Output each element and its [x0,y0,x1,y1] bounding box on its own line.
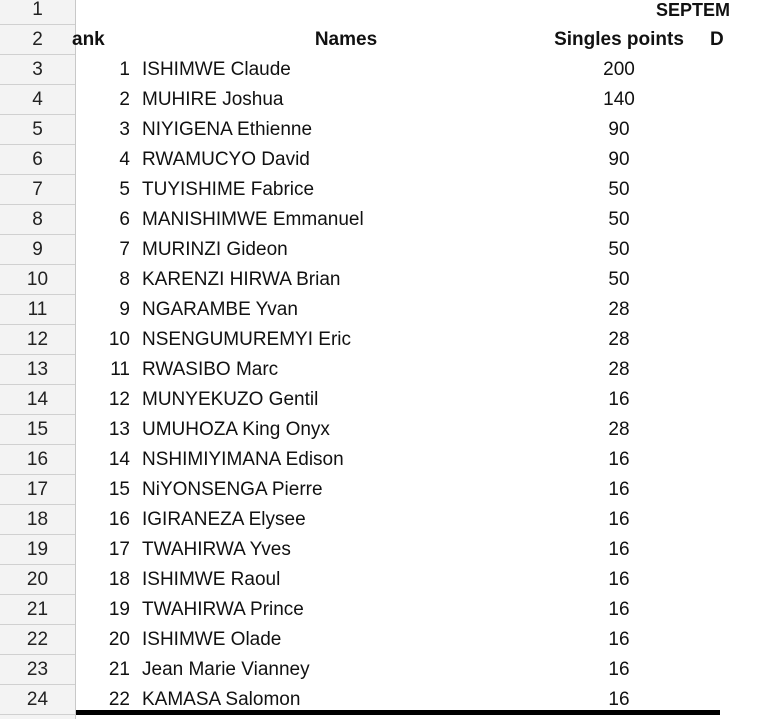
points-cell[interactable]: 28 [608,329,630,350]
sheet-title-cell[interactable]: SEPTEM [656,0,731,20]
name-cell[interactable]: TUYISHIME Fabrice [142,179,315,200]
table-row [76,235,720,265]
points-cell[interactable]: 28 [608,359,630,380]
rank-cell[interactable]: 3 [119,119,130,140]
rank-cell[interactable]: 9 [119,299,130,320]
row-number[interactable]: 13 [0,355,75,385]
name-cell[interactable]: RWASIBO Marc [142,359,279,380]
points-cell[interactable]: 140 [603,89,635,110]
points-cell[interactable]: 16 [608,539,630,560]
rank-cell[interactable]: 7 [119,239,130,260]
name-cell[interactable]: TWAHIRWA Prince [142,599,304,620]
name-cell[interactable]: IGIRANEZA Elysee [142,509,306,530]
rank-cell[interactable]: 22 [108,689,130,710]
row-number[interactable]: 20 [0,565,75,595]
row-number[interactable]: 14 [0,385,75,415]
name-cell[interactable]: TWAHIRWA Yves [142,539,291,560]
row-number[interactable]: 7 [0,175,75,205]
name-cell[interactable]: MANISHIMWE Emmanuel [142,209,364,230]
row-number[interactable]: 9 [0,235,75,265]
table-row [76,445,720,475]
row-number[interactable]: 21 [0,595,75,625]
title-row [76,0,731,25]
table-row [76,625,720,655]
rank-cell[interactable]: 21 [108,659,130,680]
name-cell[interactable]: MUNYEKUZO Gentil [142,389,319,410]
rank-cell[interactable]: 18 [108,569,130,590]
cell-grid [72,0,731,719]
name-cell[interactable]: Jean Marie Vianney [142,659,310,680]
row-number[interactable]: 18 [0,505,75,535]
table-row [76,55,720,85]
table-row [76,265,720,295]
rank-cell[interactable]: 11 [110,359,130,380]
points-cell[interactable]: 16 [608,479,630,500]
rank-cell[interactable]: 6 [119,209,130,230]
points-cell[interactable]: 16 [608,629,630,650]
row-number[interactable]: 24 [0,685,75,715]
table-row [76,595,720,625]
table-row [76,145,720,175]
name-cell[interactable]: ISHIMWE Olade [142,629,282,650]
name-cell[interactable]: NSENGUMUREMYI Eric [142,329,352,350]
table-row [76,115,720,145]
points-cell[interactable]: 90 [608,119,630,140]
rank-cell[interactable]: 16 [108,509,130,530]
points-cell[interactable]: 16 [608,449,630,470]
name-cell[interactable]: RWAMUCYO David [142,149,310,170]
row-number[interactable]: 12 [0,325,75,355]
table-row [76,385,720,415]
points-cell[interactable]: 28 [608,419,630,440]
header-next-column[interactable]: D [710,29,724,50]
points-cell[interactable]: 50 [608,269,630,290]
row-number[interactable]: 5 [0,115,75,145]
table-row [76,355,720,385]
row-number[interactable]: 16 [0,445,75,475]
rank-cell[interactable]: 19 [108,599,130,620]
points-cell[interactable]: 16 [608,389,630,410]
rank-cell[interactable]: 12 [108,389,130,410]
points-cell[interactable]: 16 [608,659,630,680]
table-row [76,175,720,205]
name-cell[interactable]: UMUHOZA King Onyx [142,419,330,440]
row-number-gutter [0,0,76,719]
points-cell[interactable]: 16 [608,569,630,590]
name-cell[interactable]: MUHIRE Joshua [142,89,284,110]
name-cell[interactable]: ISHIMWE Raoul [142,569,281,590]
rank-cell[interactable]: 8 [119,269,130,290]
table-row [76,325,720,355]
points-cell[interactable]: 28 [608,299,630,320]
rank-cell[interactable]: 10 [108,329,130,350]
name-cell[interactable]: KARENZI HIRWA Brian [142,269,341,290]
row-number[interactable]: 17 [0,475,75,505]
table-row [76,565,720,595]
points-cell[interactable]: 16 [608,689,630,710]
row-number[interactable]: 15 [0,415,75,445]
rank-cell[interactable]: 20 [108,629,130,650]
points-cell[interactable]: 50 [608,209,630,230]
header-names[interactable]: Names [314,29,378,50]
table-row [76,655,720,685]
rank-cell[interactable]: 1 [119,59,130,80]
rank-cell[interactable]: 13 [108,419,130,440]
points-cell[interactable]: 200 [603,59,635,80]
row-number[interactable]: 23 [0,655,75,685]
table-row [76,535,720,565]
rank-cell[interactable]: 15 [108,479,130,500]
points-cell[interactable]: 50 [608,179,630,200]
row-number[interactable]: 1 [0,0,75,25]
points-cell[interactable]: 16 [608,599,630,620]
row-number[interactable]: 10 [0,265,75,295]
row-number[interactable]: 2 [0,25,75,55]
row-number[interactable]: 8 [0,205,75,235]
name-cell[interactable]: NiYONSENGA Pierre [142,479,323,500]
name-cell[interactable]: NIYIGENA Ethienne [142,119,313,140]
row-number[interactable]: 11 [0,295,75,325]
points-cell[interactable]: 16 [608,509,630,530]
points-cell[interactable]: 90 [608,149,630,170]
rank-cell[interactable]: 14 [108,449,130,470]
name-cell[interactable]: NSHIMIYIMANA Edison [142,449,344,470]
name-cell[interactable]: MURINZI Gideon [142,239,288,260]
table-row [76,295,720,325]
table-row [76,505,720,535]
row-number[interactable]: 3 [0,55,75,85]
header-singles-points[interactable]: Singles points [554,29,684,50]
rank-cell[interactable]: 4 [119,149,130,170]
table-row [76,85,720,115]
row-number[interactable]: 6 [0,145,75,175]
row-number[interactable]: 4 [0,85,75,115]
name-cell[interactable]: NGARAMBE Yvan [142,299,298,320]
header-rank[interactable]: ank [72,29,105,50]
name-cell[interactable]: ISHIMWE Claude [142,59,291,80]
table-row [76,475,720,505]
rank-cell[interactable]: 17 [108,539,130,560]
table-row [76,205,720,235]
name-cell[interactable]: KAMASA Salomon [142,689,301,710]
table-row [76,415,720,445]
points-cell[interactable]: 50 [608,239,630,260]
sheet-bottom-border [76,710,720,715]
rank-cell[interactable]: 5 [119,179,130,200]
row-number[interactable]: 19 [0,535,75,565]
header-row [72,25,724,55]
row-number[interactable]: 22 [0,625,75,655]
rank-cell[interactable]: 2 [119,89,130,110]
